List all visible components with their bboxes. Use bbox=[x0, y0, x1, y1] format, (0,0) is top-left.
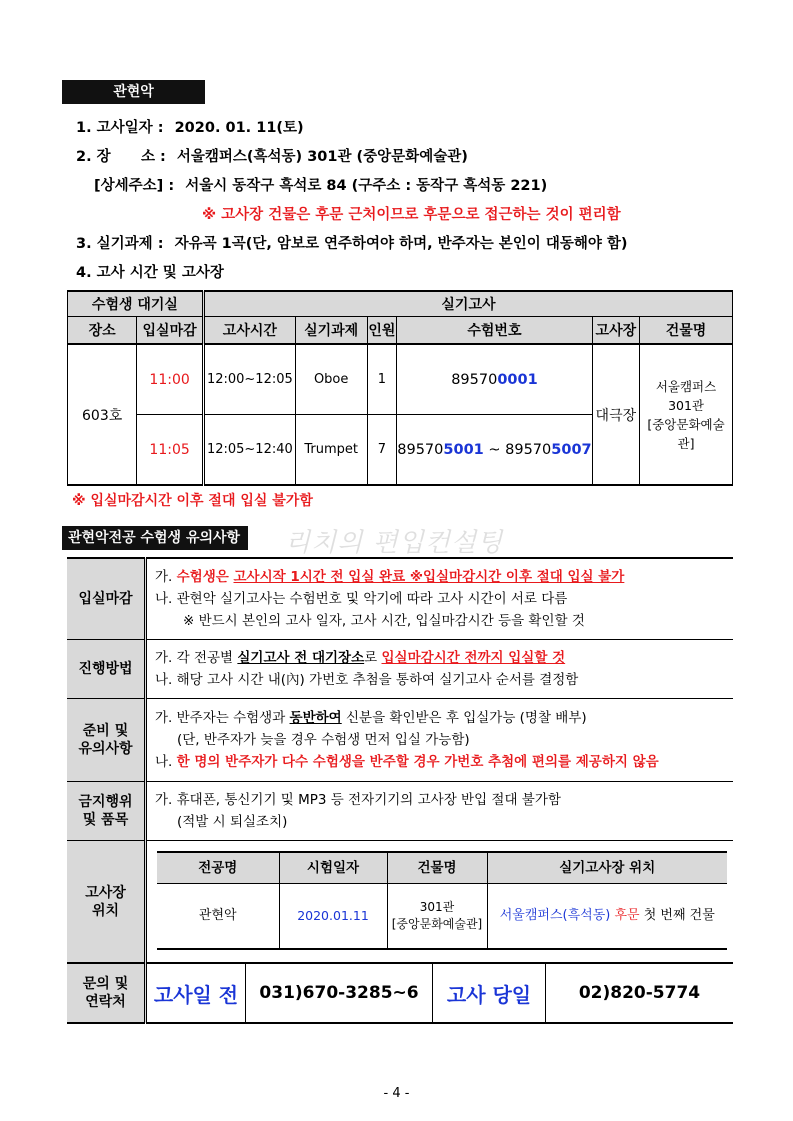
location-building-line: [중앙문화예술관] bbox=[391, 917, 483, 931]
location-col-header: 건물명 bbox=[387, 852, 487, 884]
contact-table bbox=[147, 964, 733, 1022]
number-suffix: 5001 bbox=[443, 441, 484, 458]
number-prefix: 89570 bbox=[397, 441, 444, 458]
notice-emphasis-underline: 실기고사 전 대기장소 bbox=[237, 650, 365, 666]
location-gate: 후문 bbox=[614, 908, 640, 923]
col-header: 고사시간 bbox=[203, 317, 295, 345]
notice-line: (적발 시 퇴실조치) bbox=[177, 814, 288, 830]
notice-category-line: 유의사항 bbox=[78, 741, 133, 757]
info-task-label: 3. 실기과제 : bbox=[76, 236, 164, 252]
contact-body bbox=[146, 963, 734, 1023]
notice-category bbox=[67, 841, 146, 964]
notice-body bbox=[146, 640, 734, 699]
notice-line: (단, 반주자가 늦을 경우 수험생 먼저 입실 가능함) bbox=[177, 732, 470, 748]
count-cell: 7 bbox=[367, 415, 397, 486]
notice-category: 진행방법 bbox=[67, 640, 146, 699]
table-row bbox=[157, 884, 727, 950]
watermark: 리치의 편입컨설팅 bbox=[285, 528, 504, 558]
number-prefix: 89570 bbox=[451, 371, 498, 388]
info-task-value: 자유곡 1곡(단, 암보로 연주하여야 하며, 반주자는 본인이 대동해야 함) bbox=[174, 236, 628, 252]
info-task bbox=[76, 232, 628, 253]
col-header: 수험번호 bbox=[397, 317, 592, 345]
contact-day-number: 02)820-5774 bbox=[546, 964, 734, 1022]
info-place bbox=[76, 145, 468, 166]
contact-before-label bbox=[147, 964, 246, 1022]
task-cell: Trumpet bbox=[295, 415, 367, 486]
info-gate-note: ※ 고사장 건물은 후문 근처이므로 후문으로 접근하는 것이 편리함 bbox=[202, 207, 621, 223]
notice-category-line: 준비 및 bbox=[82, 723, 129, 739]
notice-text: 신분을 확인받은 후 입실가능 (명찰 배부) bbox=[341, 710, 587, 726]
col-header: 장소 bbox=[68, 317, 137, 345]
col-header: 인원 bbox=[367, 317, 397, 345]
number-cell bbox=[397, 415, 592, 486]
building-cell bbox=[640, 344, 733, 485]
notice-line bbox=[155, 647, 727, 669]
late-entry-note: ※ 입실마감시간 이후 절대 입실 불가함 bbox=[72, 493, 313, 509]
location-table bbox=[157, 851, 727, 950]
info-address bbox=[94, 174, 547, 195]
number-prefix: 89570 bbox=[505, 441, 552, 458]
notice-line: 나. 해당 고사 시간 내(內) 가번호 추첨을 통하여 실기고사 순서를 결정함 bbox=[155, 672, 579, 688]
location-position bbox=[487, 884, 727, 950]
notice-body bbox=[146, 841, 734, 964]
notice-line: 나. 관현악 실기고사는 수험번호 및 악기에 따라 고사 시간이 서로 다름 bbox=[155, 591, 568, 607]
notice-line: ※ 반드시 본인의 고사 일자, 고사 시간, 입실마감시간 등을 확인할 것 bbox=[183, 613, 585, 629]
location-col-header: 전공명 bbox=[157, 852, 279, 884]
number-suffix: 0001 bbox=[497, 371, 538, 388]
notice-line bbox=[155, 566, 727, 588]
info-place-label: 2. 장 소 : bbox=[76, 149, 166, 165]
contact-day-text: 고사 당일 bbox=[446, 982, 532, 1007]
notice-category-line: 위치 bbox=[91, 902, 120, 919]
notice-category-line: 연락처 bbox=[85, 994, 126, 1010]
time-cell: 12:00~12:05 bbox=[203, 344, 295, 415]
number-suffix: 5007 bbox=[551, 441, 592, 458]
task-cell: Oboe bbox=[295, 344, 367, 415]
notice-line bbox=[155, 751, 727, 773]
notice-prefix: 가. bbox=[155, 569, 177, 585]
notice-row-prohibited bbox=[67, 782, 733, 841]
contact-before-number: 031)670-3285~6 bbox=[246, 964, 433, 1022]
notice-body bbox=[146, 699, 734, 782]
exam-schedule-table bbox=[67, 290, 733, 486]
location-rest: 첫 번째 건물 bbox=[639, 908, 715, 923]
info-date-label: 1. 고사일자 : bbox=[76, 120, 164, 136]
info-address-value: 서울시 동작구 흑석로 84 (구주소 : 동작구 흑석동 221) bbox=[185, 178, 548, 194]
location-major: 관현악 bbox=[157, 884, 279, 950]
location-col-header: 실기고사장 위치 bbox=[487, 852, 727, 884]
table-row bbox=[68, 344, 733, 415]
group-practical-exam: 실기고사 bbox=[203, 291, 732, 317]
section-title-notices: 관현악전공 수험생 유의사항 bbox=[62, 526, 248, 550]
notice-prefix: 나. bbox=[155, 754, 177, 770]
location-date: 2020.01.11 bbox=[279, 884, 387, 950]
notices-table bbox=[67, 557, 733, 1024]
notice-emphasis: 수험생은 bbox=[176, 569, 234, 585]
notice-emphasis-underline: 동반하여 bbox=[289, 710, 342, 726]
notice-emphasis: 한 명의 반주자가 다수 수험생을 반주할 경우 가번호 추첨에 편의를 제공하지 않음 bbox=[176, 754, 659, 770]
notice-prefix: 가. 반주자는 수험생과 bbox=[155, 710, 290, 726]
info-address-label: [상세주소] : bbox=[94, 178, 175, 194]
info-schedule-heading: 4. 고사 시간 및 고사장 bbox=[76, 265, 224, 281]
notice-row-procedure bbox=[67, 640, 733, 699]
notice-category-line: 및 품목 bbox=[82, 812, 129, 828]
notice-row-entry bbox=[67, 558, 733, 640]
building-line: 301관 bbox=[668, 397, 704, 413]
section-title-orchestra: 관현악 bbox=[62, 80, 205, 104]
notice-category-line: 문의 및 bbox=[82, 976, 129, 992]
room-cell: 대극장 bbox=[592, 344, 639, 485]
location-campus: 서울캠퍼스(흑석동) bbox=[499, 908, 615, 923]
notice-row-contact bbox=[67, 963, 733, 1023]
notice-category-line: 금지행위 bbox=[78, 794, 133, 810]
col-header: 실기과제 bbox=[295, 317, 367, 345]
col-header: 입실마감 bbox=[137, 317, 204, 345]
number-separator: ~ bbox=[483, 441, 506, 458]
info-place-value: 서울캠퍼스(흑석동) 301관 (중앙문화예술관) bbox=[176, 149, 468, 165]
count-cell: 1 bbox=[367, 344, 397, 415]
col-header: 건물명 bbox=[640, 317, 733, 345]
number-cell bbox=[397, 344, 592, 415]
group-waiting-room: 수험생 대기실 bbox=[68, 291, 204, 317]
contact-day-label bbox=[433, 964, 546, 1022]
location-building bbox=[387, 884, 487, 950]
location-col-header: 시험일자 bbox=[279, 852, 387, 884]
notice-row-preparation bbox=[67, 699, 733, 782]
notice-category bbox=[67, 699, 146, 782]
location-building-line: 301관 bbox=[419, 900, 455, 914]
contact-before-text: 고사일 전 bbox=[153, 982, 239, 1007]
notice-body bbox=[146, 782, 734, 841]
building-line: [중앙문화예술관] bbox=[647, 416, 725, 451]
notice-category bbox=[67, 963, 146, 1023]
building-line: 서울캠퍼스 bbox=[655, 378, 717, 394]
deadline-cell: 11:00 bbox=[137, 344, 204, 415]
info-date-value: 2020. 01. 11(토) bbox=[174, 120, 304, 136]
notice-emphasis-underline: 입실마감시간 전까지 입실할 것 bbox=[381, 650, 566, 666]
notice-text: 로 bbox=[364, 650, 382, 666]
notice-category: 입실마감 bbox=[67, 558, 146, 640]
notice-category bbox=[67, 782, 146, 841]
deadline-cell: 11:05 bbox=[137, 415, 204, 486]
info-date bbox=[76, 116, 304, 137]
notice-category-line: 고사장 bbox=[85, 884, 126, 901]
notice-emphasis-underline: 고사시작 1시간 전 입실 완료 ※입실마감시간 이후 절대 입실 불가 bbox=[233, 569, 625, 585]
notice-row-location bbox=[67, 841, 733, 964]
col-header: 고사장 bbox=[592, 317, 639, 345]
time-cell: 12:05~12:40 bbox=[203, 415, 295, 486]
page-number: - 4 - bbox=[383, 1086, 410, 1101]
place-cell: 603호 bbox=[68, 344, 137, 485]
notice-body bbox=[146, 558, 734, 640]
notice-prefix: 가. 각 전공별 bbox=[155, 650, 238, 666]
notice-line bbox=[155, 707, 727, 729]
notice-line: 가. 휴대폰, 통신기기 및 MP3 등 전자기기의 고사장 반입 절대 불가함 bbox=[155, 792, 561, 808]
